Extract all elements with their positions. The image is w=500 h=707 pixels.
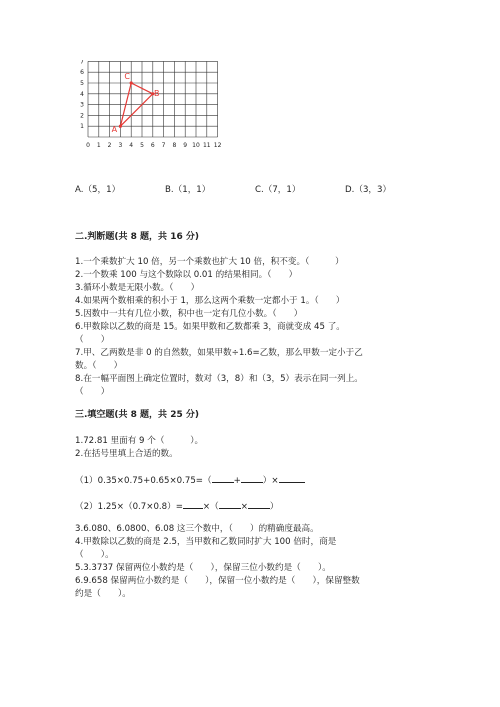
fill-2a-suffix: ）× (262, 476, 279, 486)
judge-item-4: 4.如果两个数相乘的积小于 1，那么这两个乘数一定都小于 1。（ ） (75, 296, 345, 306)
judge-item-3: 3.循环小数是无限小数。（ ） (75, 283, 200, 293)
y-tick-label: 7 (80, 60, 84, 66)
y-tick-label: 5 (80, 80, 84, 87)
judge-item-8-blank: （ ） (75, 387, 110, 397)
fill-item-6-cont: 约是（ ）。 (75, 589, 131, 599)
option-b: B.（1，1） (165, 185, 211, 195)
point-a (119, 125, 122, 128)
judge-item-7: 7.甲、乙两数是非 0 的自然数，如果甲数÷1.6=乙数，那么甲数一定小于乙 (75, 348, 363, 358)
point-label-a: A (111, 125, 118, 135)
point-c (130, 81, 133, 84)
point-label-b: B (154, 88, 160, 98)
x-tick-label: 9 (183, 142, 188, 149)
point-label-c: C (124, 72, 130, 81)
times-open: ×（ (202, 502, 219, 512)
fill-item-1: 1.72.81 里面有 9 个（ ）。 (75, 436, 204, 446)
option-d: D.（3，3） (345, 185, 392, 195)
y-tick-label: 4 (80, 90, 84, 98)
plus-sign: + (233, 476, 241, 486)
judge-item-8: 8.在一幅平面图上确定位置时，数对（3，8）和（3，5）表示在同一列上。 (75, 374, 363, 384)
x-tick-label: 5 (140, 142, 144, 149)
x-tick-label: 3 (118, 142, 123, 149)
section3-title: 三.填空题(共 8 题，共 25 分) (75, 410, 199, 420)
blank (183, 499, 203, 509)
y-tick-label: 2 (80, 112, 84, 120)
judge-item-6-blank: （ ） (75, 335, 110, 345)
x-tick-label: 10 (192, 142, 200, 149)
fill-2a-prefix: （1）0.35×0.75+0.65×0.75=（ (75, 476, 212, 486)
fill-item-2: 2.在括号里填上合适的数。 (75, 449, 178, 459)
judge-item-2: 2.一个数乘 100 与这个数除以 0.01 的结果相同。（ ） (75, 270, 298, 280)
x-tick-label: 2 (107, 142, 112, 149)
fill-item-2a (75, 473, 305, 487)
x-tick-label: 4 (129, 142, 134, 149)
fill-2b-prefix: （2）1.25×（0.7×0.8）= (75, 502, 183, 512)
x-tick-label: 7 (161, 142, 166, 149)
fill-item-2b (75, 499, 279, 513)
judge-item-6: 6.甲数除以乙数的商是 15。如果甲数和乙数都乘 3，商就变成 45 了。 (75, 322, 345, 332)
fill-item-3: 3.6.080、6.0800、6.08 这三个数中，（ ）的精确度最高。 (75, 524, 319, 534)
times-sign: × (240, 502, 248, 512)
y-tick-label: 6 (80, 69, 84, 77)
x-tick-label: 11 (202, 142, 211, 149)
blank (279, 473, 305, 483)
blank (219, 499, 241, 509)
fill-item-4-cont: （ ）。 (75, 550, 114, 560)
fill-item-5: 5.3.3737 保留两位小数约是（ ），保留三位小数约是（ ）。 (75, 563, 331, 573)
y-tick-label: 1 (80, 123, 84, 131)
option-a: A.（5，1） (75, 185, 121, 195)
fill-item-6: 6.9.658 保留两位小数约是（ ），保留一位小数约是（ ），保留整数 (75, 576, 360, 586)
judge-item-7-cont: 数。（ ） (75, 361, 123, 371)
judge-item-1: 1.一个乘数扩大 10 倍，另一个乘数也扩大 10 倍，积不变。（ ） (75, 257, 344, 267)
x-tick-label: 12 (213, 142, 222, 149)
option-c: C.（7，1） (255, 185, 301, 195)
blank (241, 473, 263, 483)
blank (212, 473, 234, 483)
x-tick-label: 1 (96, 142, 101, 149)
y-tick-label: 3 (80, 101, 84, 109)
x-tick-label: 6 (150, 142, 155, 149)
x-tick-label: 0 (86, 142, 90, 149)
judge-item-5: 5.因数中一共有几位小数，积中也一定有几位小数。（ ） (75, 309, 303, 319)
section2-title: 二.判断题(共 8 题，共 16 分) (75, 232, 199, 242)
close-paren: ） (269, 502, 279, 512)
fill-item-4: 4.甲数除以乙数的商是 2.5，当甲数和乙数同时扩大 100 倍时，商是 (75, 537, 337, 547)
x-tick-label: 8 (172, 142, 177, 149)
blank (248, 499, 270, 509)
coordinate-grid (70, 60, 235, 160)
